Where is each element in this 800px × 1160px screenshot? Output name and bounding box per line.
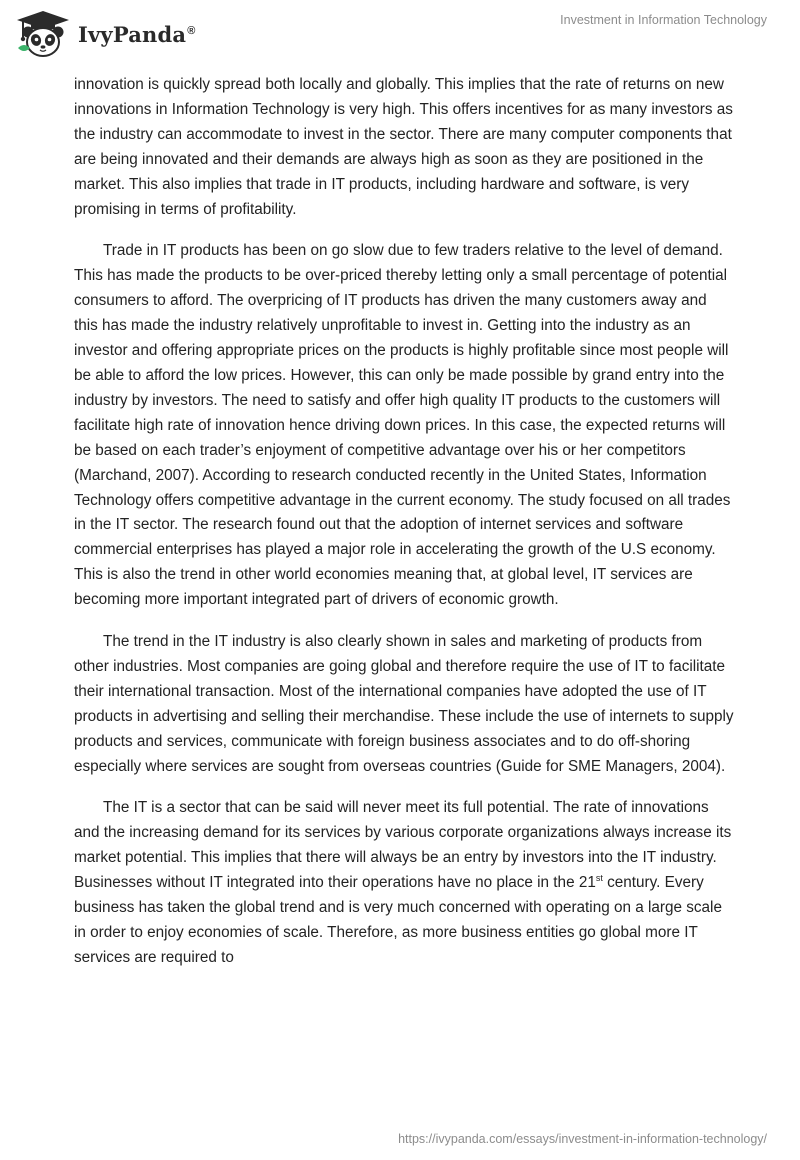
brand-name-text: IvyPanda: [78, 21, 187, 47]
page-header: [0, 0, 800, 70]
paragraph-last: [74, 796, 734, 970]
panda-graduate-icon: [14, 8, 72, 60]
paragraph-text: century. Every business has taken the global trend and is very much concerned with operating on a large scale in order to enjoy economies of scale. Therefore, as more business entities go global more IT services are required to: [74, 874, 722, 966]
document-title: Investment in Information Technology: [560, 13, 767, 27]
ordinal-superscript: st: [595, 873, 603, 884]
registered-mark: ®: [187, 24, 196, 37]
essay-body: [74, 73, 734, 988]
brand-name: [78, 22, 196, 47]
paragraph: The trend in the IT industry is also clearly shown in sales and marketing of products from other industries. Most companies are going global and therefore require the use of IT to facilitate their international transaction. Most of the international companies have adopted the use of IT products in advertising and selling their merchandise. These include the use of internets to supply products and services, communicate with foreign business associates and to do off-shoring especially where services are sought from overseas countries (Guide for SME Managers, 2004).: [74, 633, 734, 775]
paragraph: innovation is quickly spread both locally and globally. This implies that the rate of returns on new innovations in Information Technology is very high. This offers incentives for as many investors as the industry can accommodate to invest in the sector. There are many computer components that are being innovated and their demands are always high as soon as they are positioned in the market. This also implies that trade in IT products, including hardware and software, is very promising in terms of profitability.: [74, 76, 733, 218]
source-url-link[interactable]: https://ivypanda.com/essays/investment-in-information-technology/: [398, 1132, 767, 1146]
paragraph: Trade in IT products has been on go slow due to few traders relative to the level of demand. This has made the products to be over-priced thereby letting only a small percentage of potential consumers to afford. The overpricing of IT products has driven the many customers away and this has made the industry relatively unprofitable to invest in. Getting into the industry as an investor and offering appropriate prices on the products is highly profitable since most people will be able to afford the low prices. However, this can only be made possible by grand entry into the industry by investors. The need to satisfy and offer high quality IT products to the customers will facilitate high rate of innovation hence driving down prices. In this case, the expected returns will be based on each trader’s enjoyment of competitive advantage over his or her competitors (Marchand, 2007). According to research conducted recently in the United States, Information Technology offers competitive advantage in the current economy. The study focused on all trades in the IT sector. The research found out that the adoption of internet services and software commercial enterprises has played a major role in accelerating the growth of the U.S economy. This is also the trend in other world economies meaning that, at global level, IT services are becoming more important integrated part of drivers of economic growth.: [74, 242, 731, 609]
paragraph-text: The IT is a sector that can be said will never meet its full potential. The rate of innovations and the increasing demand for its services by various corporate organizations always increase its market potential. This implies that there will always be an entry by investors into the IT industry. Businesses without IT integrated into their operations have no place in the 21: [74, 799, 732, 892]
ivypanda-logo[interactable]: [14, 8, 196, 60]
